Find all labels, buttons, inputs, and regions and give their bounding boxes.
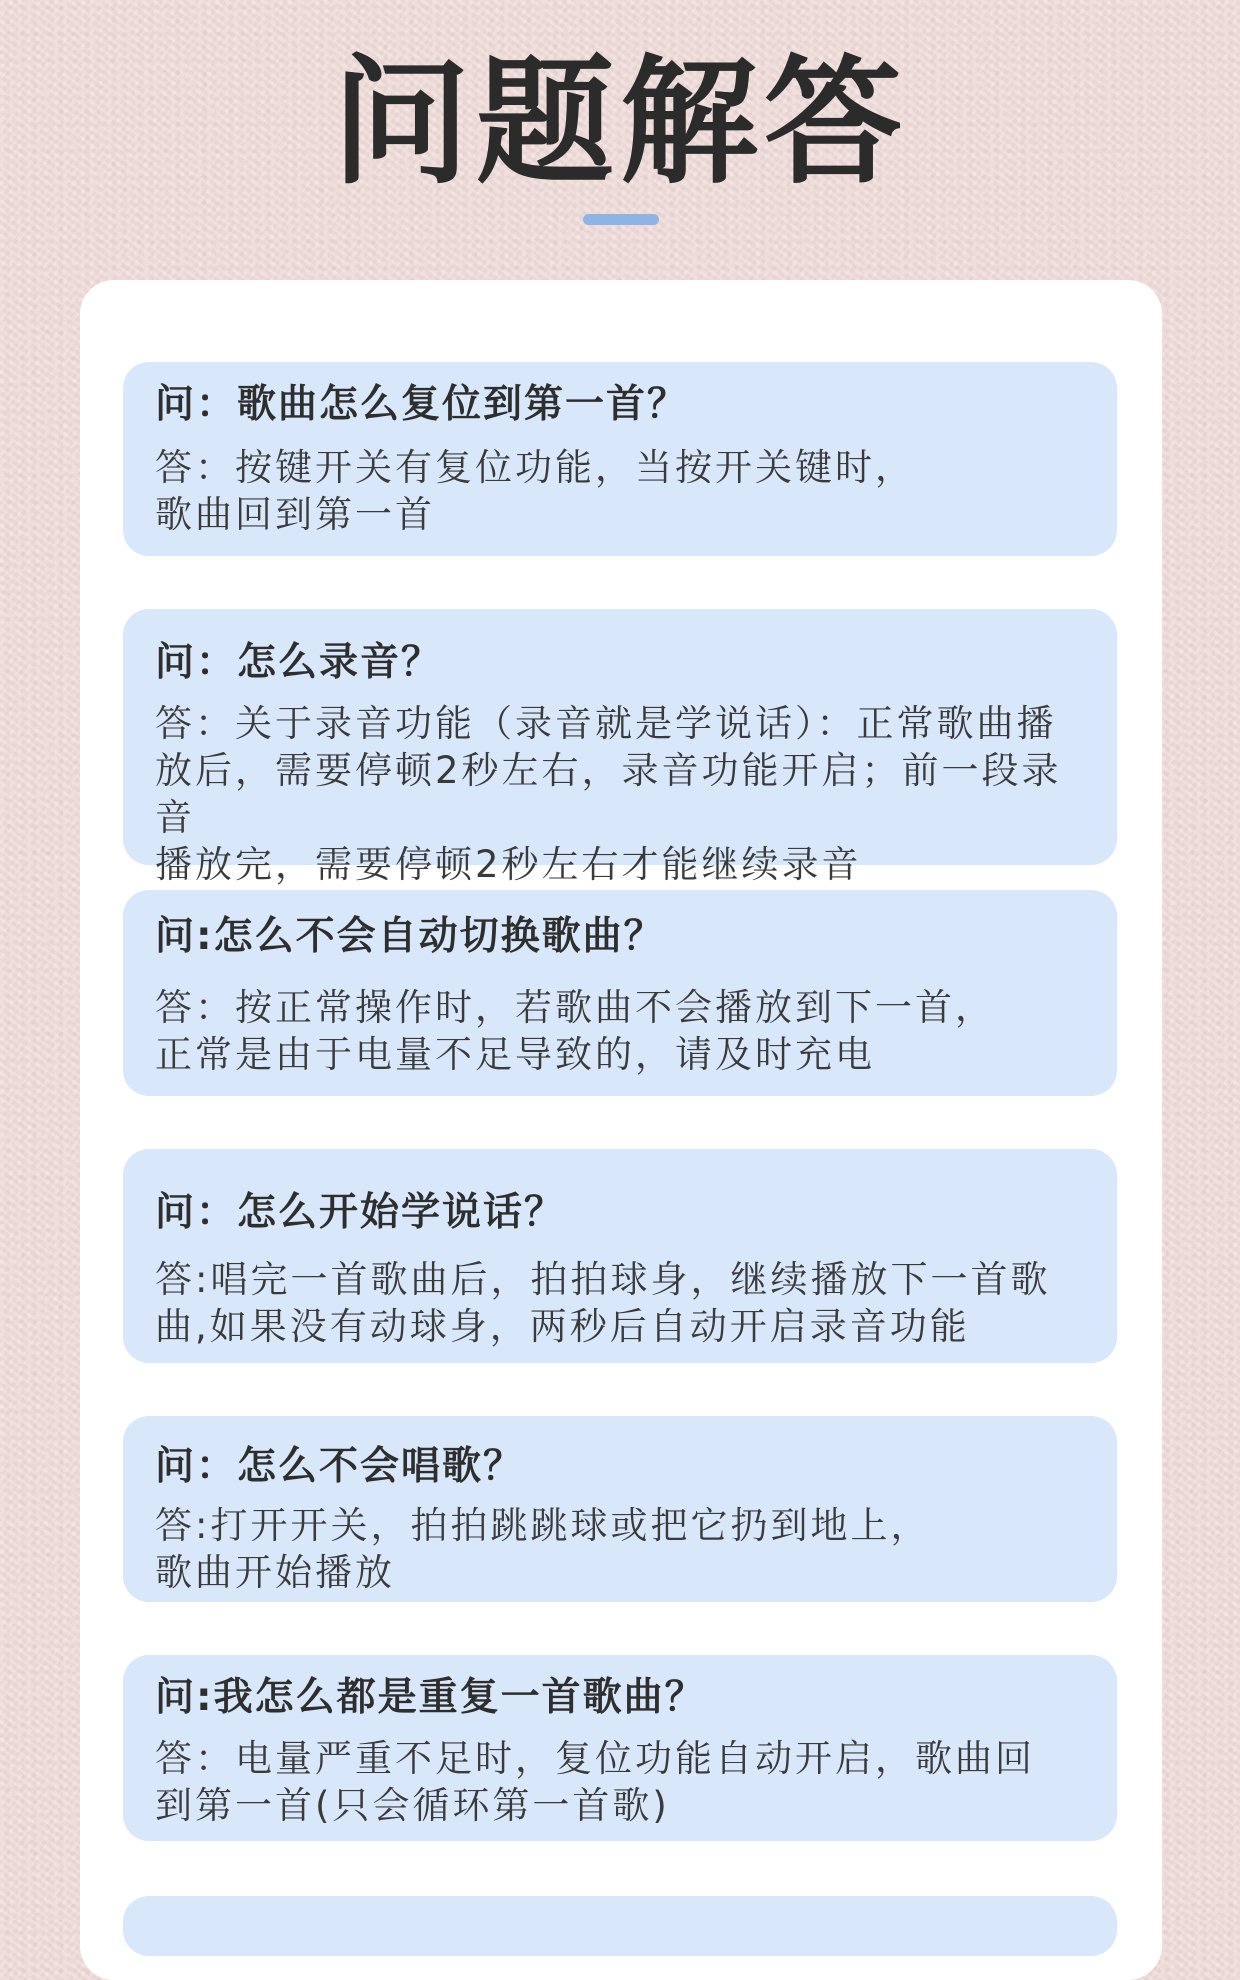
faq-answer-line: 放后，需要停顿2秒左右，录音功能开启；前一段录音 — [155, 749, 1062, 839]
faq-item-3 — [123, 890, 1117, 1096]
faq-item-7-partial — [123, 1896, 1117, 1956]
faq-question: 问:怎么不会自动切换歌曲？ — [155, 914, 665, 959]
faq-item-5 — [123, 1416, 1117, 1602]
faq-question: 问：歌曲怎么复位到第一首？ — [155, 382, 689, 427]
faq-answer-line: 歌曲开始播放 — [155, 1551, 395, 1594]
faq-answer-line: 答:打开开关，拍拍跳跳球或把它扔到地上， — [155, 1504, 931, 1547]
page-title: 问题解答 — [331, 42, 908, 203]
title-underline — [583, 214, 659, 225]
faq-question: 问：怎么录音？ — [155, 640, 443, 685]
faq-item-1 — [123, 362, 1117, 556]
faq-answer-line: 答：按正常操作时，若歌曲不会播放到下一首， — [155, 986, 995, 1029]
faq-question: 问：怎么不会唱歌？ — [155, 1444, 525, 1489]
faq-answer-line: 歌曲回到第一首 — [155, 493, 435, 536]
faq-answer-line: 答:唱完一首歌曲后，拍拍球身，继续播放下一首歌 — [155, 1258, 1051, 1301]
faq-answer-line: 播放完，需要停顿2秒左右才能继续录音 — [155, 843, 862, 886]
faq-item-4 — [123, 1149, 1117, 1363]
faq-answer-line: 答：关于录音功能（录音就是学说话）：正常歌曲播 — [155, 702, 1057, 745]
faq-item-2 — [123, 609, 1117, 886]
faq-answer-line: 到第一首(只会循环第一首歌) — [155, 1784, 670, 1827]
faq-question: 问：怎么开始学说话？ — [155, 1190, 566, 1235]
faq-answer-line: 正常是由于电量不足导致的，请及时充电 — [155, 1033, 875, 1076]
faq-item-6 — [123, 1655, 1117, 1841]
faq-answer-line: 答：按键开关有复位功能，当按开关键时， — [155, 446, 915, 489]
faq-question: 问:我怎么都是重复一首歌曲？ — [155, 1675, 706, 1720]
faq-answer-line: 曲,如果没有动球身，两秒后自动开启录音功能 — [155, 1305, 970, 1348]
faq-answer-line: 答：电量严重不足时，复位功能自动开启，歌曲回 — [155, 1737, 1035, 1780]
